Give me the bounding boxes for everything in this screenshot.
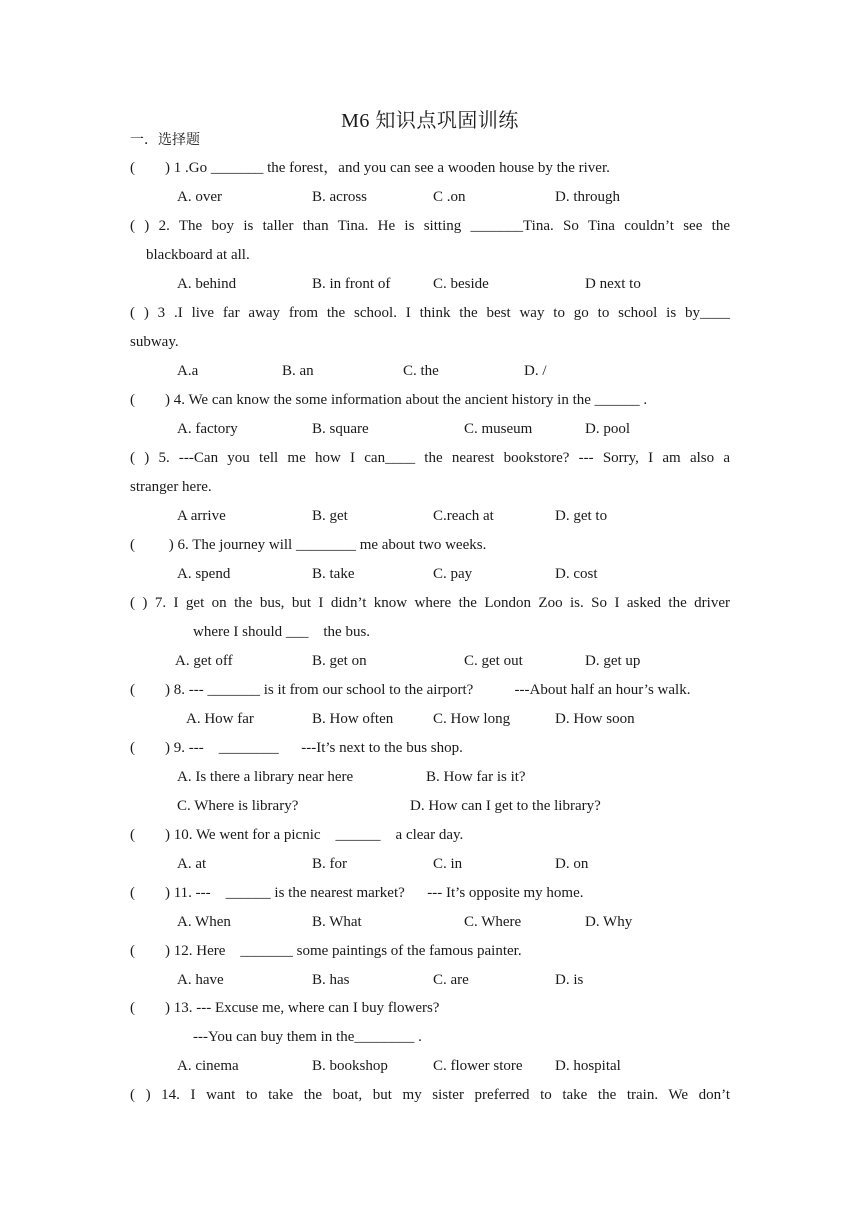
question-5-cont: stranger here.: [130, 479, 212, 495]
q8-option-d: D. How soon: [555, 711, 635, 727]
page-title: M6 知识点巩固训练: [341, 110, 519, 132]
question-10: ( ) 10. We went for a picnic ______ a clear day.: [130, 827, 464, 843]
q13-option-b: B. bookshop: [312, 1058, 388, 1074]
q8-option-a: A. How far: [186, 711, 254, 727]
q7-option-b: B. get on: [312, 653, 367, 669]
q11-option-d: D. Why: [585, 914, 633, 930]
question-3: ( ) 3 .I live far away from the school. I think the best way to go to school is by____: [130, 305, 730, 321]
q6-option-b: B. take: [312, 566, 355, 582]
q9-option-c: C. Where is library?: [177, 798, 299, 814]
q12-option-a: A. have: [177, 972, 224, 988]
q5-option-d: D. get to: [555, 508, 608, 524]
q4-option-b: B. square: [312, 421, 369, 437]
q9-option-b: B. How far is it?: [426, 769, 526, 785]
q5-option-c: C.reach at: [433, 508, 494, 524]
q7-option-c: C. get out: [464, 653, 523, 669]
q3-option-c: C. the: [403, 363, 439, 379]
section-heading: 一．选择题: [130, 133, 200, 148]
q6-option-d: D. cost: [555, 566, 598, 582]
q1-option-b: B. across: [312, 189, 367, 205]
q10-option-a: A. at: [177, 856, 207, 872]
q10-option-b: B. for: [312, 856, 347, 872]
q11-option-b: B. What: [312, 914, 362, 930]
q6-option-a: A. spend: [177, 566, 231, 582]
question-9: ( ) 9. --- ________ ---It’s next to the bus shop.: [130, 740, 463, 756]
q12-option-d: D. is: [555, 972, 584, 988]
q12-option-c: C. are: [433, 972, 469, 988]
q5-option-a: A arrive: [177, 508, 226, 524]
q2-option-a: A. behind: [177, 276, 237, 292]
question-1: ( ) 1 .Go _______ the forest，and you can see a wooden house by the river.: [130, 160, 610, 176]
q8-option-b: B. How often: [312, 711, 394, 727]
q10-option-c: C. in: [433, 856, 463, 872]
question-13-cont: ---You can buy them in the________ .: [193, 1029, 422, 1045]
q3-option-d: D. /: [524, 363, 547, 379]
question-4: ( ) 4. We can know the some information about the ancient history in the ______ .: [130, 392, 648, 408]
q2-option-b: B. in front of: [312, 276, 391, 292]
q11-option-a: A. When: [177, 914, 231, 930]
q1-option-a: A. over: [177, 189, 222, 205]
q12-option-b: B. has: [312, 972, 350, 988]
q9-option-a: A. Is there a library near here: [177, 769, 354, 785]
question-7-cont: where I should ___ the bus.: [193, 624, 371, 640]
q2-option-c: C. beside: [433, 276, 489, 292]
q8-option-c: C. How long: [433, 711, 511, 727]
question-12: ( ) 12. Here _______ some paintings of the famous painter.: [130, 943, 522, 959]
q4-option-c: C. museum: [464, 421, 533, 437]
q6-option-c: C. pay: [433, 566, 473, 582]
question-7: ( ) 7. I get on the bus, but I didn’t know where the London Zoo is. So I asked the driver: [130, 595, 730, 611]
q13-option-a: A. cinema: [177, 1058, 239, 1074]
question-8: ( ) 8. --- _______ is it from our school to the airport? ---About half an hour’s walk.: [130, 682, 691, 698]
question-6: ( ) 6. The journey will ________ me about two weeks.: [130, 537, 487, 553]
q11-option-c: C. Where: [464, 914, 522, 930]
q7-option-a: A. get off: [175, 653, 233, 669]
q3-option-b: B. an: [282, 363, 314, 379]
q4-option-d: D. pool: [585, 421, 630, 437]
question-2-cont: blackboard at all.: [146, 247, 250, 263]
question-13: ( ) 13. --- Excuse me, where can I buy flowers?: [130, 1000, 440, 1016]
q2-option-d: D next to: [585, 276, 641, 292]
q7-option-d: D. get up: [585, 653, 641, 669]
q5-option-b: B. get: [312, 508, 348, 524]
q3-option-a: A.a: [177, 363, 199, 379]
question-5: ( ) 5. ---Can you tell me how I can____ the nearest bookstore? --- Sorry, I am also a: [130, 450, 730, 466]
question-3-cont: subway.: [130, 334, 179, 350]
q1-option-c: C .on: [433, 189, 466, 205]
q13-option-c: C. flower store: [433, 1058, 523, 1074]
q1-option-d: D. through: [555, 189, 620, 205]
q13-option-d: D. hospital: [555, 1058, 621, 1074]
q10-option-d: D. on: [555, 856, 589, 872]
question-2: ( ) 2. The boy is taller than Tina. He is sitting _______Tina. So Tina couldn’t see the: [130, 218, 730, 234]
q9-option-d: D. How can I get to the library?: [410, 798, 601, 814]
question-11: ( ) 11. --- ______ is the nearest market? --- It’s opposite my home.: [130, 885, 584, 901]
question-14: ( ) 14. I want to take the boat, but my sister preferred to take the train. We don’t: [130, 1087, 730, 1103]
q4-option-a: A. factory: [177, 421, 238, 437]
